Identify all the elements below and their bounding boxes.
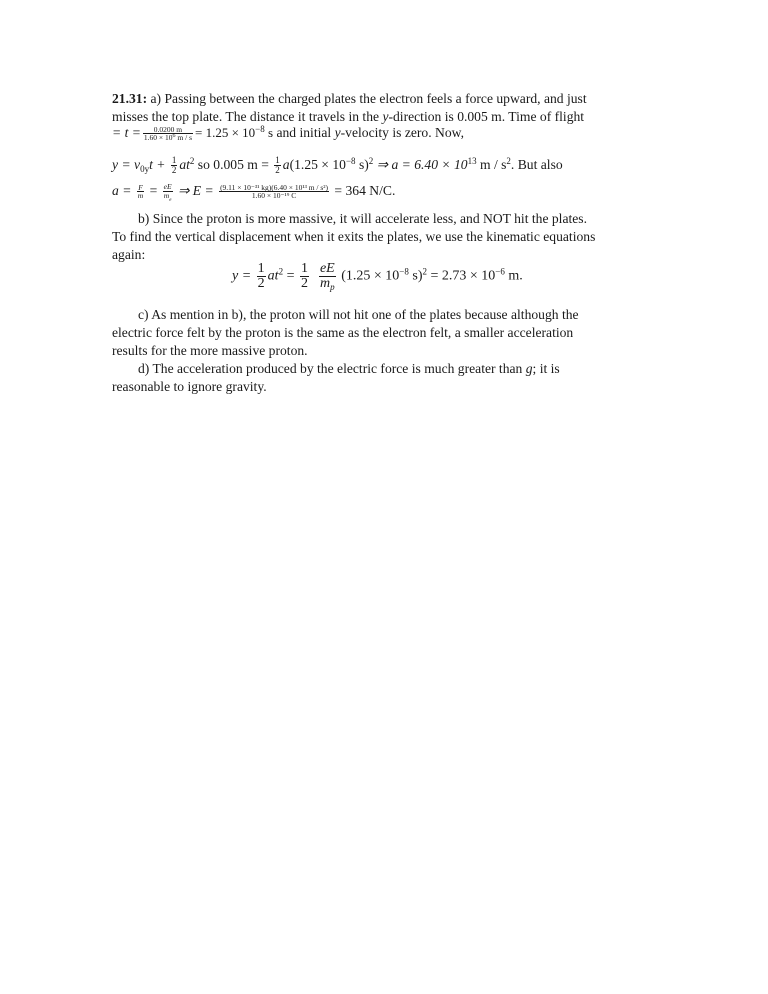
part-a-text-2a: misses the top plate. The distance it travels in the xyxy=(112,109,383,124)
part-d-line-2: reasonable to ignore gravity. xyxy=(112,379,267,394)
var-y: y xyxy=(382,109,389,124)
tof-prefix: = t = xyxy=(112,125,141,140)
tof-unit: s xyxy=(264,125,274,140)
var-g: g xyxy=(525,361,533,376)
half-frac-b2: $\frac{1}{2}$ xyxy=(300,261,308,291)
tof-tail-a: and initial xyxy=(273,125,335,140)
proton-displacement-equation: y = $\frac{1}{2}$ $at^2$ = $\frac{1}{2}$ $\frac{eE}{m_p}$ ($1.25 \times 10^{-8}$ $s)^2 = 2.73 \times 10^{-6}$ m. xyxy=(232,261,523,292)
force-mass-fraction: $\frac{F}{m}$ xyxy=(137,182,144,201)
field-fraction: $\frac{\text{(9.11 × 10⁻³¹ kg)(6.40 × 10¹³ m / s²)}}{\text{1.60 × 10⁻¹⁹ C}}$ xyxy=(220,182,329,201)
tof-tail-b: -velocity is zero. Now, xyxy=(340,125,464,140)
problem-number: 21.31: xyxy=(112,91,148,106)
part-a-text-2b: -direction is 0.005 m. Time of flight xyxy=(388,109,585,124)
tof-fraction xyxy=(143,126,193,142)
half-frac-b1: $\frac{1}{2}$ xyxy=(257,261,265,291)
part-c-line-3: results for the more massive proton. xyxy=(112,343,308,358)
half-fraction-2: $\frac{1}{2}$ xyxy=(275,155,280,176)
time-of-flight-equation xyxy=(112,124,464,143)
ee-mp-fraction: $\frac{eE}{m_p}$ xyxy=(319,261,335,292)
part-d-line-1: d) The acceleration produced by the electric force is much greater than g; it is xyxy=(138,361,560,376)
part-b-line-2: To find the vertical displacement when it exits the plates, we use the kinematic equations xyxy=(112,229,596,244)
part-c-line-1: c) As mention in b), the proton will not hit one of the plates because although the xyxy=(138,307,579,322)
tof-result-exp: −8 xyxy=(255,124,265,134)
part-a-line-1 xyxy=(112,90,587,109)
part-b-line-1: b) Since the proton is more massive, it will accelerate less, and NOT hit the plates. xyxy=(138,211,587,226)
part-c-line-2: electric force felt by the proton is the same as the electron felt, a smaller acceleration xyxy=(112,325,574,340)
part-b-line-3: again: xyxy=(112,247,146,262)
field-equation: a = $\frac{F}{m}$ = $\frac{eE}{m_e}$ ⇒ E = $\frac{\text{(9.11 × 10⁻³¹ kg)(6.40 × 10¹³ m / s²)}}{\text{1.60 × 10⁻¹⁹ C}}$ = 364 N/C. xyxy=(112,182,396,203)
kinematic-equation: $y = v_{0y}t$ + $\frac{1}{2}$ $at^2$ so 0.005 m = $\frac{1}{2}$ $a(1.25 \times 10^{-8}$ s)$^2$ ⇒ $a = 6.40 \times 10^{13}$ m / $s^2$. But also xyxy=(112,155,563,176)
tof-denominator: $1.60 \times 10^6$ m / s xyxy=(143,133,192,143)
tof-result: = 1.25 × 10 xyxy=(195,125,256,140)
tof-tail-var: y xyxy=(334,125,341,140)
ee-me-fraction: $\frac{eE}{m_e}$ xyxy=(163,182,172,203)
half-fraction: $\frac{1}{2}$ xyxy=(171,155,177,176)
field-result: = 364 N/C. xyxy=(331,183,396,198)
tof-numerator: 0.0200 m xyxy=(143,126,193,135)
part-a-text-1: a) Passing between the charged plates the electron feels a force upward, and just xyxy=(147,91,587,106)
